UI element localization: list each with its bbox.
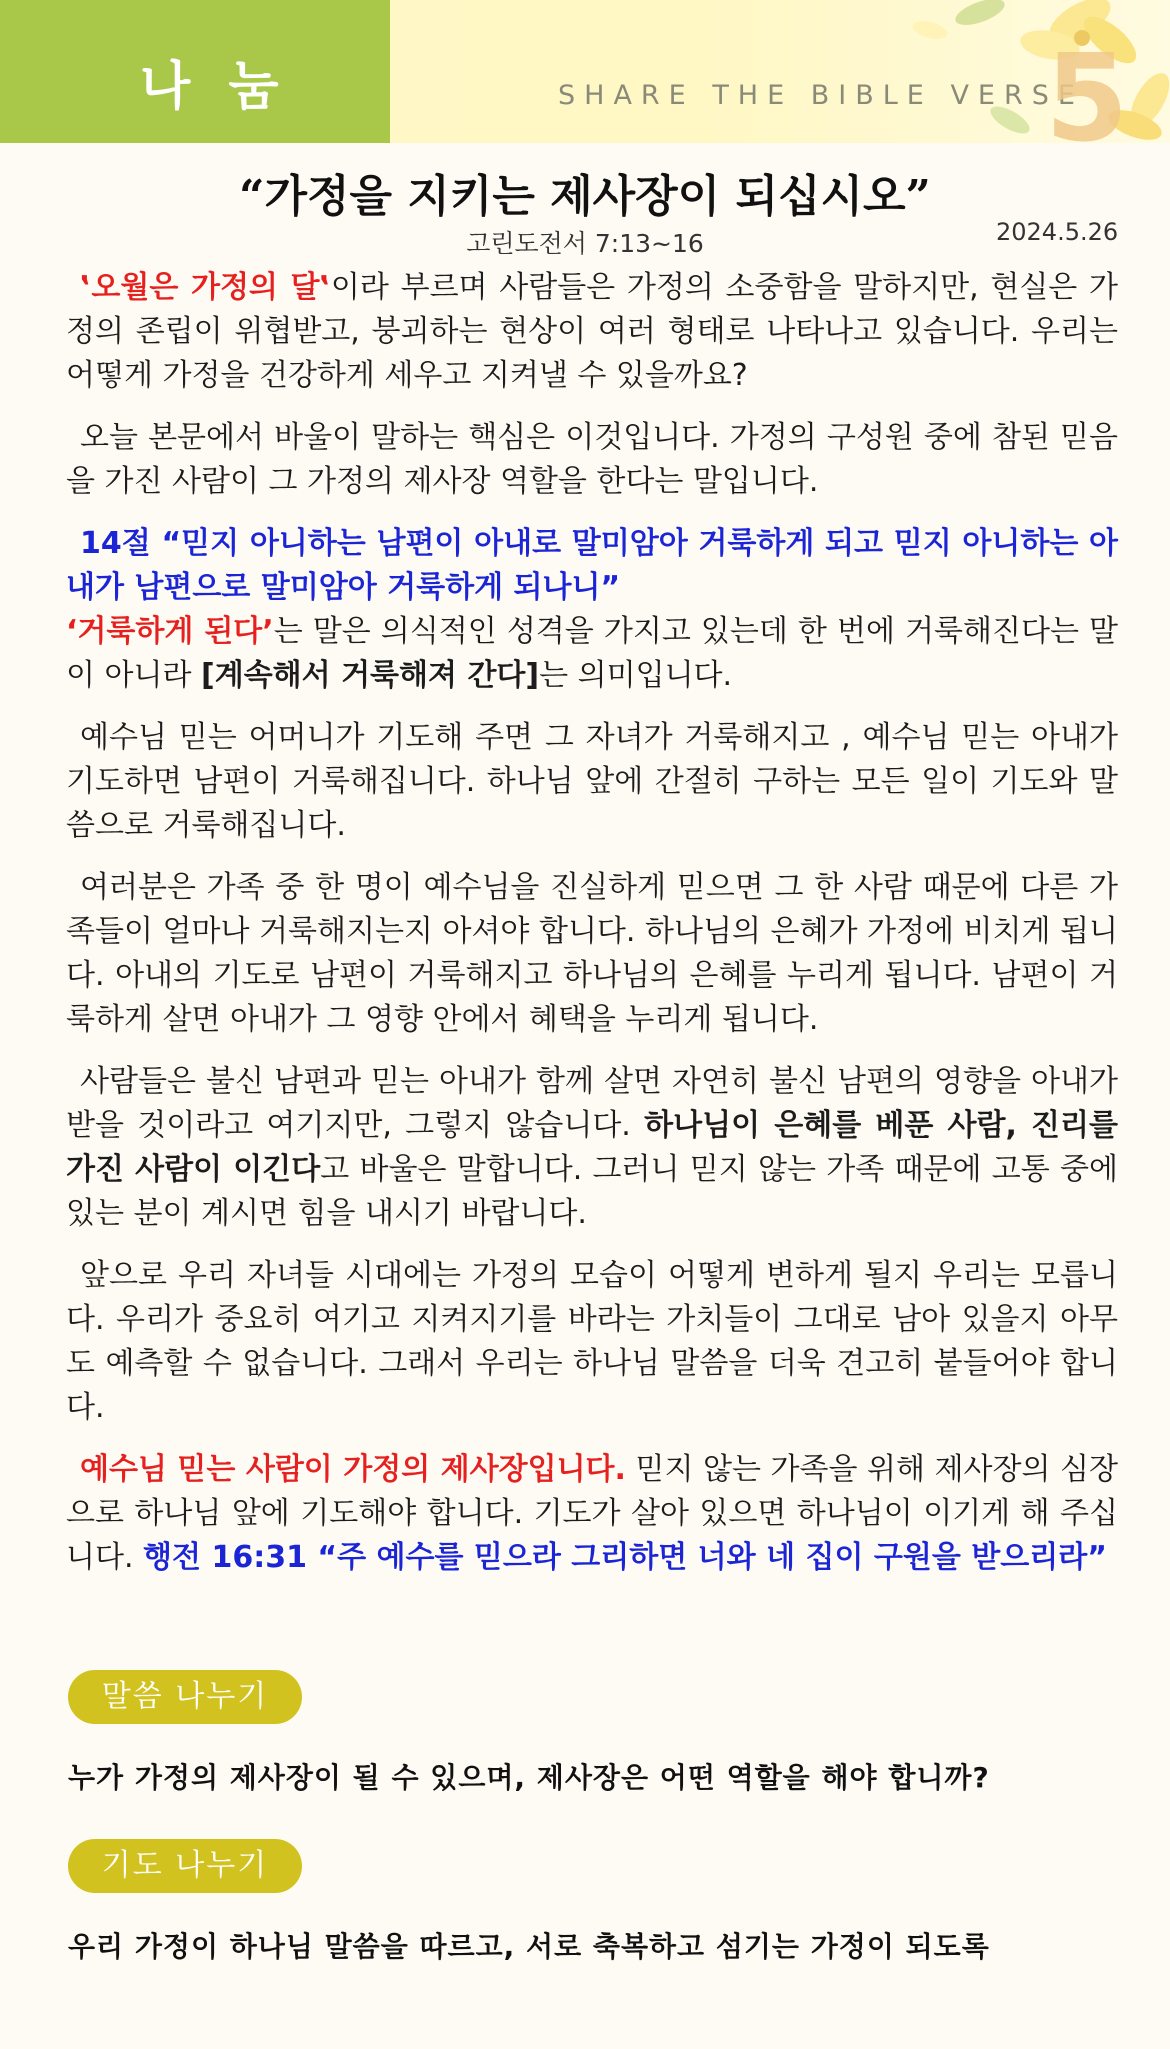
sermon-title: “가정을 지키는 제사장이 되십시오”: [239, 171, 931, 222]
paragraph-4: 예수님 믿는 어머니가 기도해 주면 그 자녀가 거룩해지고 , 예수님 믿는 아내가 기도하면 남편이 거룩해집니다. 하나님 앞에 간절히 구하는 모든 일이 기도와 말씀으로 거룩해집니다.: [66, 720, 1118, 843]
verse-quote: 행전 16:31 “주 예수를 믿으라 그리하면 너와 네 집이 구원을 받으리라”: [143, 1540, 1107, 1575]
paragraph-2: 오늘 본문에서 바울이 말하는 핵심은 이것입니다. 가정의 구성원 중에 참된 믿음을 가진 사람이 그 가정의 제사장 역할을 한다는 말입니다.: [66, 420, 1118, 499]
bold-text: [계속해서 거룩해져 간다]: [201, 658, 540, 693]
paragraph-7: 앞으로 우리 자녀들 시대에는 가정의 모습이 어떻게 변하게 될지 우리는 모릅니다. 우리가 중요히 여기고 지켜지기를 바라는 가치들이 그대로 남아 있을지 아무도 예측할 수 없습니다. 그래서 우리는 하나님 말씀을 더욱 견고히 붙들어야 합니다.: [66, 1258, 1118, 1425]
bold-text: 하나님이 은혜를 베푼 사람, 진리를 가진 사람이 이긴다: [66, 1108, 1118, 1187]
paragraph-text: 고 바울은 말합니다. 그러니 믿지 않는 가족 때문에 고통 중에 있는 분이 계시면 힘을 내시기 바랍니다.: [66, 1152, 1118, 1231]
header-banner: [0, 0, 1170, 143]
paragraph-3: [66, 522, 1118, 698]
paragraph-text: 믿지 않는 가족을 위해 제사장의 심장으로 하나님 앞에 기도해야 합니다. 기도가 살아 있으면 하나님이 이기게 해 주십니다.: [66, 1452, 1118, 1575]
paragraph-text: 는 의미입니다.: [539, 658, 733, 693]
scripture-reference: 고린도전서 7:13~16: [466, 229, 704, 258]
share-prayer-text: 우리 가정이 하나님 말씀을 따르고, 서로 축복하고 섬기는 가정이 되도록: [68, 1930, 990, 1963]
week-number: 5: [1045, 30, 1129, 143]
sermon-body: [66, 266, 1118, 1598]
share-word-question: 누가 가정의 제사장이 될 수 있으며, 제사장은 어떤 역할을 해야 합니까?: [68, 1761, 990, 1794]
paragraph-5: 여러분은 가족 중 한 명이 예수님을 진실하게 믿으면 그 한 사람 때문에 다른 가족들이 얼마나 거룩해지는지 아셔야 합니다. 하나님의 은혜가 가정에 비치게 됩니다. 아내의 기도로 남편이 거룩해지고 하나님의 은혜를 누리게 됩니다. 남편이 거룩하게 살면 아내가 그 영향 안에서 혜택을 누리게 됩니다.: [66, 870, 1118, 1037]
paragraph-1: [66, 266, 1118, 398]
paragraph-text: 이라 부르며 사람들은 가정의 소중함을 말하지만, 현실은 가정의 존립이 위협받고, 붕괴하는 현상이 여러 형태로 나타나고 있습니다. 우리는 어떻게 가정을 건강하게 세우고 지켜낼 수 있을까요?: [66, 270, 1118, 393]
paragraph-8: [66, 1448, 1118, 1580]
paragraph-6: [66, 1060, 1118, 1236]
header-tab-title: 나 눔: [140, 57, 289, 117]
paragraph-text: 는 말은 의식적인 성격을 가지고 있는데 한 번에 거룩해진다는 말이 아니라: [66, 614, 1118, 693]
emphasis-text: ‛오월은 가정의 달‛: [80, 270, 331, 305]
emphasis-text: ‘거룩하게 된다’: [66, 614, 274, 649]
share-word-label: 말씀 나누기: [68, 1670, 302, 1724]
header-tagline: SHARE THE BIBLE VERSE: [558, 80, 1084, 111]
header-tab: [0, 0, 390, 143]
verse-quote: 14절 “믿지 아니하는 남편이 아내로 말미암아 거룩하게 되고 믿지 아니하는 아내가 남편으로 말미암아 거룩하게 되나니”: [66, 526, 1118, 605]
emphasis-text: 예수님 믿는 사람이 가정의 제사장입니다.: [80, 1452, 626, 1487]
paragraph-text: 사람들은 불신 남편과 믿는 아내가 함께 살면 자연히 불신 남편의 영향을 아내가 받을 것이라고 여기지만, 그렇지 않습니다.: [66, 1064, 1118, 1143]
share-prayer-label: 기도 나누기: [68, 1839, 302, 1893]
sermon-date: 2024.5.26: [996, 218, 1119, 246]
